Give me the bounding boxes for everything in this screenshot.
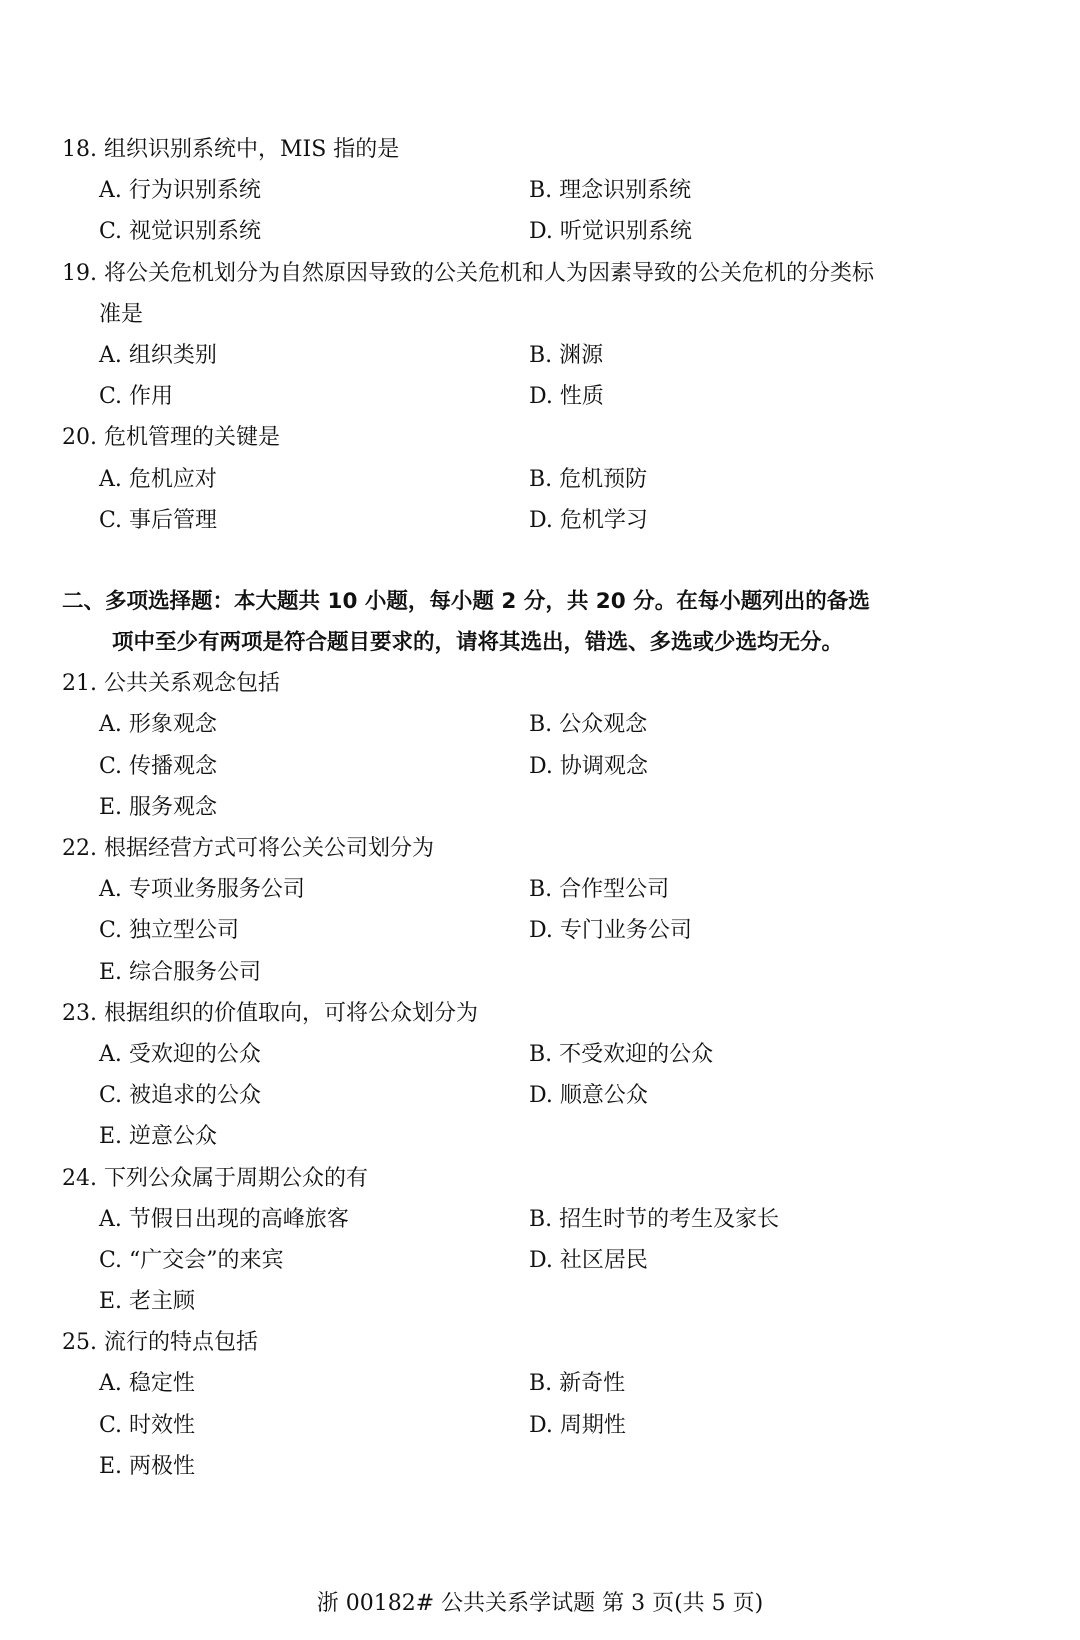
question-21-option-e: E. 服务观念: [99, 794, 218, 820]
question-23-stem: 23. 根据组织的价值取向，可将公众划分为: [62, 1000, 478, 1026]
question-25-option-a: A. 稳定性: [99, 1371, 195, 1397]
question-21-option-d: D. 协调观念: [529, 753, 648, 779]
question-21-option-b: B. 公众观念: [529, 712, 648, 738]
question-22-option-d: D. 专门业务公司: [529, 918, 692, 944]
question-25-options-row-1: [62, 1363, 962, 1404]
question-19-options-row-2: [62, 376, 962, 417]
question-18-stem: 18. 组织识别系统中，MIS 指的是: [62, 137, 400, 162]
question-20-option-a: A. 危机应对: [99, 466, 217, 492]
question-18-options-row-2: [62, 211, 962, 252]
question-22-option-c: C. 独立型公司: [99, 918, 240, 944]
question-19-stem-continued: 准是: [99, 301, 144, 327]
question-24-options-row-3: [62, 1281, 962, 1322]
question-24-option-b: B. 招生时节的考生及家长: [529, 1206, 780, 1232]
question-24-option-a: A. 节假日出现的高峰旅客: [99, 1206, 349, 1232]
exam-content: [62, 129, 962, 1487]
question-21-options-row-1: [62, 704, 962, 745]
question-23-options-row-3: [62, 1116, 962, 1157]
question-18-option-a: A. 行为识别系统: [99, 178, 261, 204]
question-22-options-row-2: [62, 910, 962, 951]
question-23-option-d: D. 顺意公众: [529, 1083, 648, 1109]
question-24-option-e: E. 老主顾: [99, 1289, 196, 1315]
question-25-options-row-2: [62, 1405, 962, 1446]
question-20-option-d: D. 危机学习: [529, 507, 648, 533]
question-20-option-c: C. 事后管理: [99, 507, 218, 533]
question-19-option-a: A. 组织类别: [99, 342, 217, 368]
question-20-stem: 20. 危机管理的关键是: [62, 425, 280, 451]
question-25-option-c: C. 时效性: [99, 1412, 196, 1438]
question-22-option-e: E. 综合服务公司: [99, 959, 262, 985]
question-23-option-b: B. 不受欢迎的公众: [529, 1041, 714, 1067]
question-23-option-c: C. 被追求的公众: [99, 1083, 262, 1109]
question-18-option-d: D. 听觉识别系统: [529, 219, 692, 245]
question-18-option-b: B. 理念识别系统: [529, 178, 692, 204]
question-19-option-b: B. 渊源: [529, 342, 604, 368]
question-19-option-c: C. 作用: [99, 384, 174, 410]
question-22-option-a: A. 专项业务服务公司: [99, 877, 305, 903]
question-25-option-b: B. 新奇性: [529, 1371, 626, 1397]
question-22-stem: 22. 根据经营方式可将公关公司划分为: [62, 836, 434, 861]
question-21-stem: 21. 公共关系观念包括: [62, 671, 280, 697]
question-22-option-b: B. 合作型公司: [529, 877, 670, 903]
question-21-option-a: A. 形象观念: [99, 712, 217, 738]
question-18-options-row-1: [62, 170, 962, 211]
question-25-stem: 25. 流行的特点包括: [62, 1330, 258, 1356]
question-19-option-d: D. 性质: [529, 384, 604, 410]
question-20-option-b: B. 危机预防: [529, 466, 648, 492]
question-19-options-row-1: [62, 335, 962, 376]
question-21-options-row-2: [62, 746, 962, 787]
page-footer: 浙 00182# 公共关系学试题 第 3 页(共 5 页): [316, 1591, 764, 1616]
question-18-option-c: C. 视觉识别系统: [99, 219, 262, 245]
section-2-instructions: 项中至少有两项是符合题目要求的，请将其选出，错选、多选或少选均无分。: [112, 630, 844, 656]
question-23-option-e: E. 逆意公众: [99, 1124, 218, 1150]
question-25-options-row-3: [62, 1446, 962, 1487]
question-22-options-row-3: [62, 952, 962, 993]
question-24-option-d: D. 社区居民: [529, 1247, 648, 1273]
question-21-option-c: C. 传播观念: [99, 753, 218, 779]
question-23-options-row-2: [62, 1075, 962, 1116]
question-25-option-e: E. 两极性: [99, 1453, 196, 1479]
question-24-options-row-1: [62, 1199, 962, 1240]
question-23-options-row-1: [62, 1034, 962, 1075]
question-24-stem: 24. 下列公众属于周期公众的有: [62, 1165, 368, 1191]
section-2-heading: 二、多项选择题：本大题共 10 小题，每小题 2 分，共 20 分。在每小题列出的备选: [62, 588, 870, 614]
question-20-options-row-1: [62, 459, 962, 500]
question-25-option-d: D. 周期性: [529, 1412, 626, 1438]
question-20-options-row-2: [62, 500, 962, 541]
question-24-option-c: C. “广交会”的来宾: [99, 1247, 284, 1273]
question-23-option-a: A. 受欢迎的公众: [99, 1041, 261, 1067]
question-22-options-row-1: [62, 869, 962, 910]
question-21-options-row-3: [62, 787, 962, 828]
section-gap: [62, 541, 962, 581]
question-19-stem: 19. 将公关危机划分为自然原因导致的公关危机和人为因素导致的公关危机的分类标: [62, 260, 874, 286]
question-24-options-row-2: [62, 1240, 962, 1281]
